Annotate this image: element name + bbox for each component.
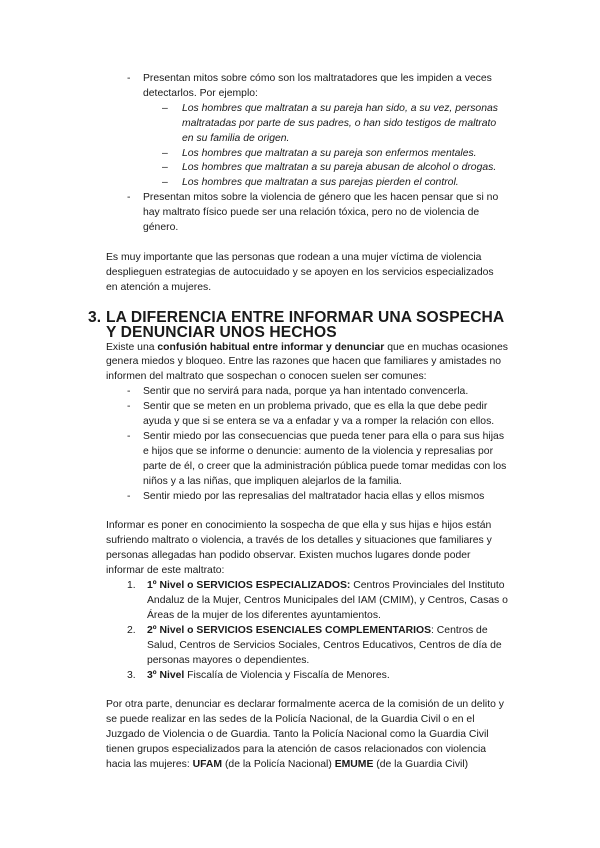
section-title: LA DIFERENCIA ENTRE INFORMAR UNA SOSPECHA Y DENUNCIAR UNOS HECHOS	[106, 308, 504, 341]
list-item	[106, 669, 508, 684]
section-number: 3.	[88, 308, 102, 326]
page-content	[88, 72, 508, 773]
intro-paragraph	[106, 341, 508, 386]
intro-bold: confusión habitual entre informar y denunciar	[157, 341, 385, 353]
section-heading	[88, 308, 508, 341]
list-item: – Los hombres que maltratan a su pareja abusan de alcohol o drogas.	[106, 161, 508, 176]
level-desc: Centros Provinciales del Instituto Andaluz de la Mujer, Centros Municipales del IAM (CMIM), y Centros, Casas o Áreas de la mujer de los diferentes ayuntamientos.	[147, 580, 508, 621]
ufam-desc: (de la Policía Nacional)	[222, 759, 335, 771]
emume-label: EMUME	[334, 759, 374, 771]
list-number: 1.	[127, 580, 136, 592]
list-item	[106, 72, 508, 191]
intro-suffix: que en muchas ocasiones genera miedos y bloqueo. Entre las razones que hacen que familiares y amistades no informen del maltrato que sospechan o conocen suelen ser comunes:	[106, 341, 508, 383]
list-item: - Sentir miedo por las represalias del maltratador hacia ellas y ellos mismos	[106, 490, 508, 505]
list-item	[106, 624, 508, 669]
level-name: 3º Nivel	[147, 669, 185, 681]
denunciar-text: Por otra parte, denunciar es declarar formalmente acerca de la comisión de un delito y se puede realizar en las sedes de la Policía Nacional, de la Guardia Civil o en el Juzgado de Violencia o de Guardia. Tanto la Policía Nacional como la Guardia Civil tienen grupos especializados para la atención de casos relacionados con violencia hacia las mujeres:	[106, 699, 504, 771]
list-item: - Sentir que se meten en un problema privado, que es ella la que debe pedir ayuda y que si se entera se va a enfadar y va a romper la relación con ellos.	[106, 400, 508, 430]
list-item	[106, 579, 508, 624]
list-item: - Presentan mitos sobre la violencia de género que les hacen pensar que si no hay maltrato físico puede ser una relación tóxica, pero no de violencia de género.	[106, 191, 508, 236]
mitos-list	[106, 72, 508, 236]
mitos-maltratadores-text: Presentan mitos sobre cómo son los maltratadores que les impiden a veces detectarlos. Por ejemplo:	[143, 73, 492, 99]
list-item: – Los hombres que maltratan a su pareja han sido, a su vez, personas maltratadas por parte de sus padres, o han sido testigos de maltrato en su familia de origen.	[106, 102, 508, 147]
levels-list	[106, 579, 508, 683]
reasons-list	[106, 385, 508, 504]
emume-desc: (de la Guardia Civil)	[373, 759, 469, 771]
denunciar-paragraph	[106, 698, 508, 773]
level-desc: Fiscalía de Violencia y Fiscalía de Menores.	[184, 669, 390, 681]
informar-paragraph: Informar es poner en conocimiento la sospecha de que ella y sus hijas e hijos están sufriendo maltrato o violencia, a través de los detalles y situaciones que familiares y personas allegadas han podido observar. Existen muchos lugares donde poder informar de este maltrato:	[106, 520, 492, 577]
mitos-examples-list	[106, 102, 508, 191]
level-name: 1º Nivel o SERVICIOS ESPECIALIZADOS:	[147, 580, 351, 592]
importance-paragraph: Es muy importante que las personas que rodean a una mujer víctima de violencia desplieguen estrategias de autocuidado y se apoyen en los servicios especializados en atención a mujeres.	[106, 251, 494, 293]
level-desc: : Centros de Salud, Centros de Servicios Sociales, Centros Educativos, Centros de día de personas mayores o dependientes.	[147, 624, 502, 666]
level-name: 2º Nivel o SERVICIOS ESENCIALES COMPLEMENTARIOS	[147, 624, 432, 636]
list-item: - Sentir miedo por las consecuencias que pueda tener para ella o para sus hijas e hijos que se informe o denuncie: aumento de la violencia y represalias por parte de él, o creer que la administración pública puede tomar medidas con los niños y a las niñas, que impliquen alejarlos de la familia.	[106, 430, 508, 490]
list-number: 2.	[127, 624, 136, 636]
list-item: - Sentir que no servirá para nada, porque ya han intentado convencerla.	[106, 385, 508, 400]
list-item: – Los hombres que maltratan a su pareja son enfermos mentales.	[106, 147, 508, 162]
list-number: 3.	[127, 669, 136, 681]
intro-prefix: Existe una	[106, 341, 158, 353]
list-item: – Los hombres que maltratan a sus parejas pierden el control.	[106, 176, 508, 191]
ufam-label: UFAM	[192, 759, 223, 771]
